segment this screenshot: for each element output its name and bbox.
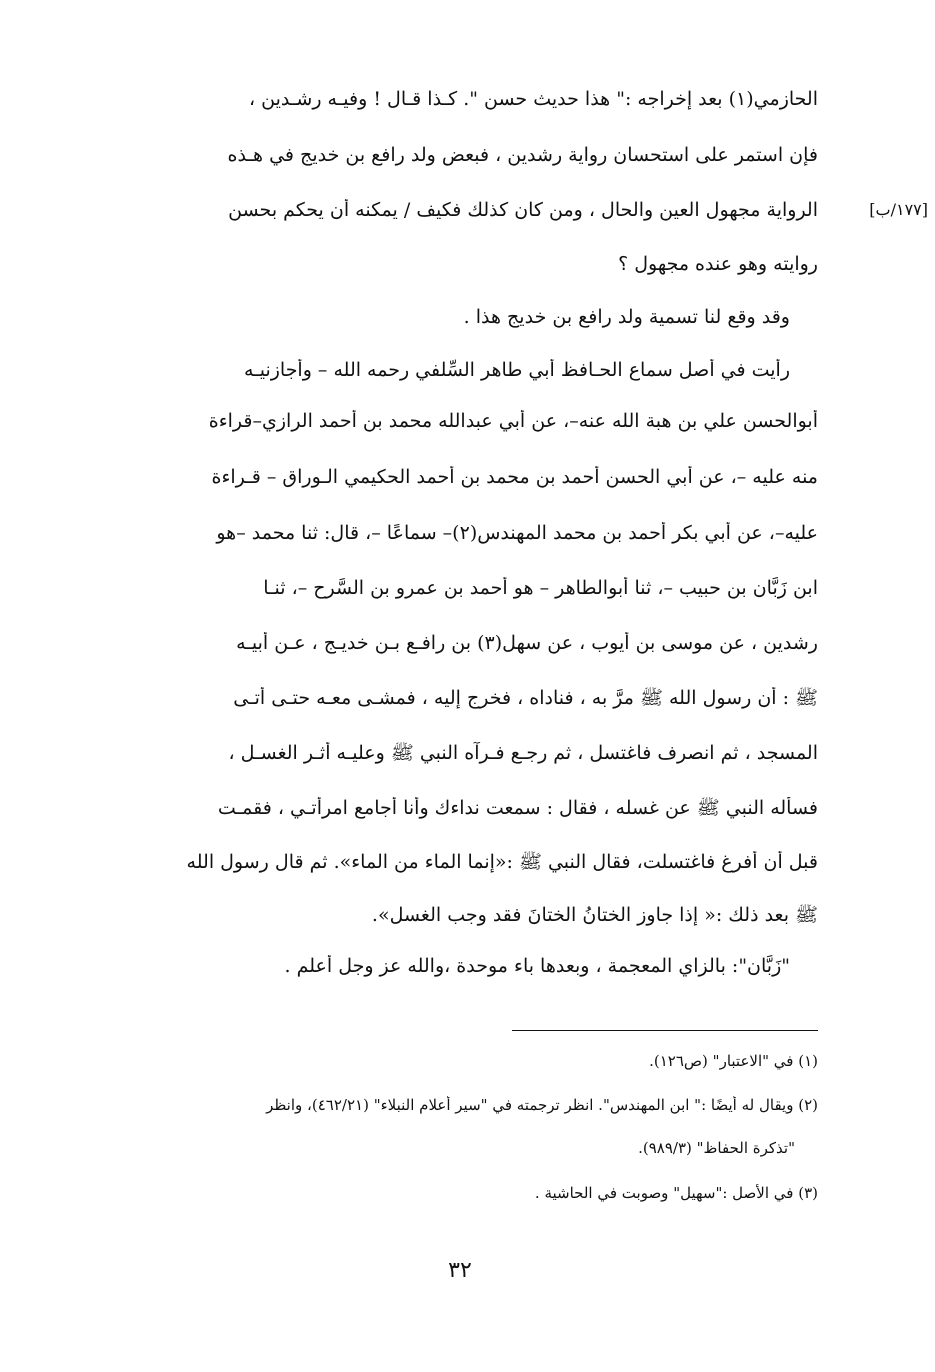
body-line-2: فإن استمر على استحسان رواية رشدين ، فبعض ولد رافع بن خديج في هـذه	[227, 144, 818, 166]
body-line-9: عليه–، عن أبي بكر أحمد بن محمد المهندس(٢)– سماعًا –، قال: ثنا محمد –هو	[216, 522, 818, 544]
body-line-10: ابن زَبَّان بن حبيب –، ثنا أبوالطاهر – هو أحمد بن عمرو بن السَّرح –، ثنـا	[263, 577, 818, 599]
body-line-17: "زَبَّان": بالزاي المعجمة ، وبعدها باء موحدة ،والله عز وجل أعلم .	[284, 955, 790, 977]
body-line-5: وقد وقع لنا تسمية ولد رافع بن خديج هذا .	[463, 306, 790, 328]
body-line-7: أبوالحسن علي بن هبة الله عنه–، عن أبي عبدالله محمد بن أحمد الرازي–قراءة	[208, 410, 818, 432]
body-line-16: ﷺ بعد ذلك :« إذا جاوز الختانُ الختانَ فقد وجب الغسل».	[371, 904, 818, 926]
body-line-14: فسأله النبي ﷺ عن غسله ، فقال : سمعت نداءك وأنا أجامع امرأتـي ، فقمـت	[217, 797, 818, 819]
footnote-2: (٢) ويقال له أيضًا :" ابن المهندس". انظر ترجمته في "سير أعلام النبلاء" (٤٦٢/٢١)، وانظر	[266, 1096, 818, 1114]
body-line-1: الحازمي(١) بعد إخراجه :" هذا حديث حسن ". كـذا قـال ! وفيـه رشـدين ،	[248, 88, 818, 110]
footnote-1: (١) في "الاعتبار" (ص١٢٦).	[649, 1052, 818, 1070]
body-line-6: رأيت في أصل سماع الحـافظ أبي طاهر السِّلفي رحمه الله – وأجازنيـه	[243, 359, 790, 381]
folio-margin-note: [١٧٧/ب]	[869, 200, 928, 219]
body-line-13: المسجد ، ثم انصرف فاغتسل ، ثم رجـع فـرآه النبي ﷺ وعليـه أثـر الغسـل ،	[228, 742, 818, 764]
footnote-2-continuation: "تذكرة الحفاظ" (٩٨٩/٣).	[638, 1139, 795, 1157]
body-line-15: قبل أن أفرغ فاغتسلت، فقال النبي ﷺ :«إنما الماء من الماء». ثم قال رسول الله	[186, 851, 818, 873]
footnote-separator	[512, 1030, 818, 1031]
body-line-12: ﷺ : أن رسول الله ﷺ مرَّ به ، فناداه ، فخرج إليه ، فمشـى معـه حتـى أتـى	[233, 687, 818, 709]
footnote-3: (٣) في الأصل :"سهيل" وصوبت في الحاشية .	[534, 1184, 818, 1202]
body-line-3: الرواية مجهول العين والحال ، ومن كان كذلك فكيف / يمكنه أن يحكم بحسن	[228, 199, 818, 221]
body-line-8: منه عليه –، عن أبي الحسن أحمد بن محمد بن أحمد الحكيمي الـوراق – قـراءة	[211, 466, 818, 488]
body-line-11: رشدين ، عن موسى بن أيوب ، عن سهل(٣) بن رافـع بـن خديـج ، عـن أبيـه	[236, 632, 818, 654]
page-number: ٣٢	[448, 1258, 472, 1283]
body-line-4: روايته وهو عنده مجهول ؟	[618, 253, 818, 275]
